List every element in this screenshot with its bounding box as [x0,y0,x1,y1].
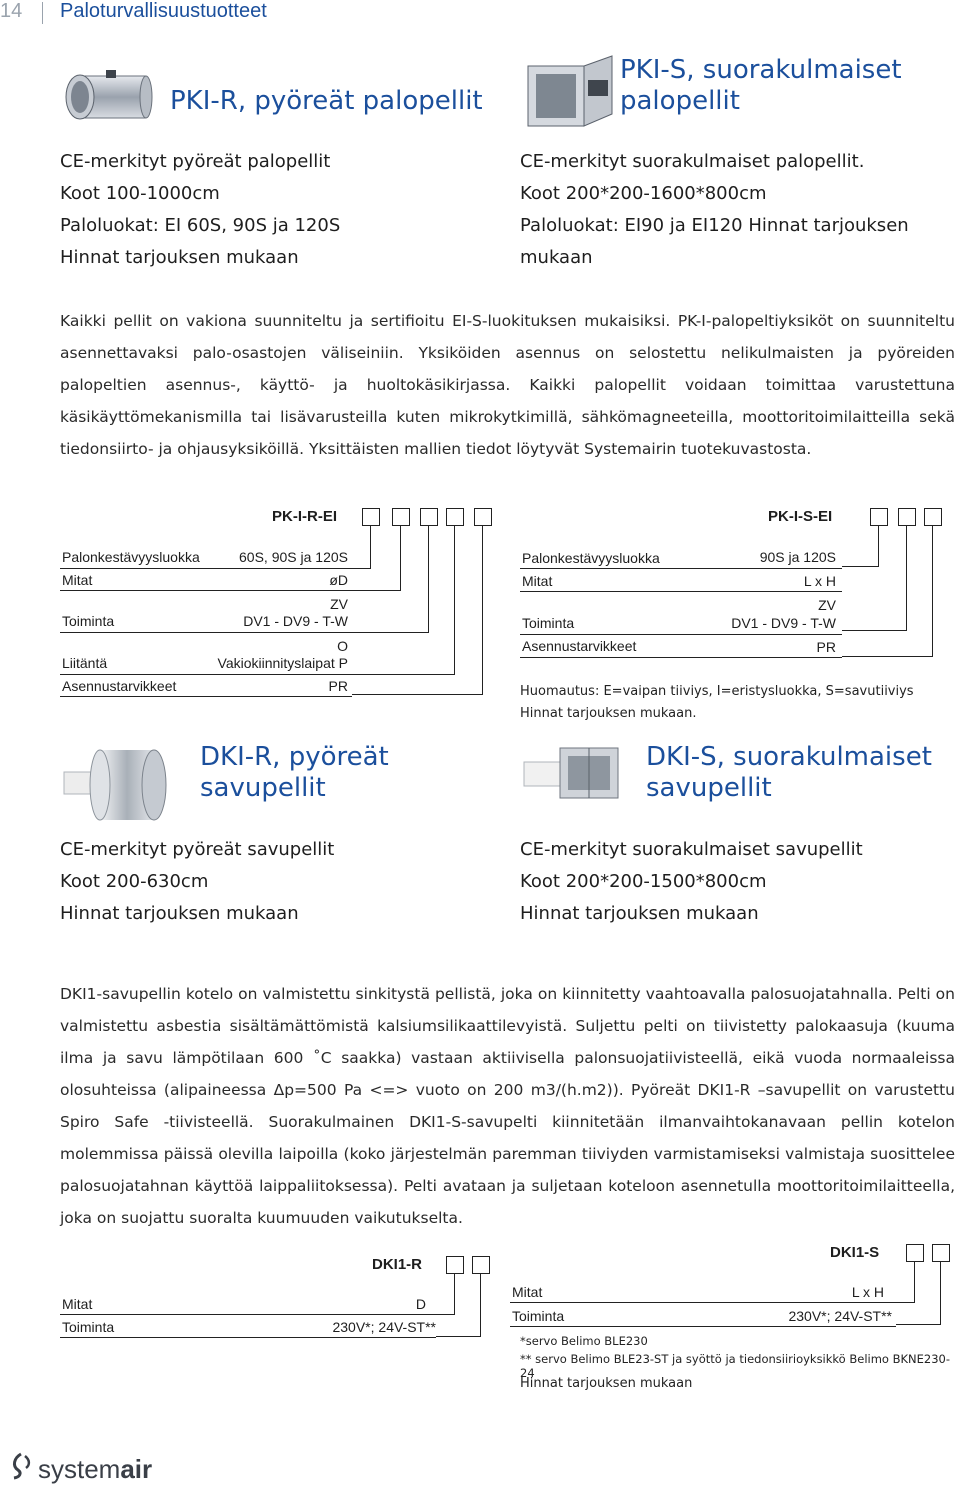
row-divider [520,568,842,569]
row-divider [60,632,352,633]
code-box [362,508,380,526]
dki1-r-table [60,1244,490,1344]
section-title: Paloturvallisuustuotteet [60,0,267,22]
intro-paragraph-text: Kaikki pellit on vakiona suunniteltu ja sertifioitu EI-S-luokituksen mukaisiksi. PK-I-palopeltiyksiköt on suunniteltu asennettavaksi palo-osastojen väliseiniin. Yksiköiden asennus on selostettu nelikulmaisten ja pyöreiden palopeltien asennus-, käyttö- ja huoltokäsikirjassa. Kaikki palopellit voidaan toimittaa varustettuna käsikäyttömekanismilla tai lisävarusteilla kuten mikrokytkimillä, sähkömagneeteilla, moottoritoimilaitteilla sekä tiedonsiirto- ja ohjausyksiköillä. Yksittäisten mallien tiedot löytyvät Systemairin tuotekuvastosta. [60,312,955,458]
pki-s-line: Paloluokat: EI90 ja EI120 Hinnat tarjouksen [520,215,909,236]
pki-r-line: Hinnat tarjouksen mukaan [60,247,299,268]
code-box [446,508,464,526]
pki-s-line: CE-merkityt suorakulmaiset palopellit. [520,151,865,172]
row-divider [60,1337,436,1338]
pki-s-line: mukaan [520,247,593,268]
row-divider [510,1302,896,1303]
row-value: ZV [818,597,836,613]
row-value: D [415,1296,426,1312]
dki-s-info [520,834,950,930]
dki-s-title-line-2: savupellit [646,773,772,803]
pki-s-title-line-2: palopellit [620,86,740,116]
pk-i-r-ei-table [60,500,500,700]
dki-description-paragraph [60,978,955,1234]
pki-s-title-line-1: PKI-S, suorakulmaiset [620,55,902,85]
page-number: 14 [0,0,23,22]
row-value: PR [328,678,348,694]
row-value: L x H [851,1284,884,1300]
dki1-r-code: DKI1-R [372,1256,423,1273]
row-divider [60,568,352,569]
code-box [420,508,438,526]
pki-s-line: Koot 200*200-1600*800cm [520,183,767,204]
row-divider [60,674,352,675]
row-value: L x H [803,573,836,589]
systemair-logo [38,1454,152,1485]
row-divider [60,696,352,697]
connector-line [436,1274,481,1337]
code-box [870,508,888,526]
row-divider [520,591,842,592]
row-divider [60,1314,436,1315]
header-divider [42,2,43,24]
dki-s-line: Hinnat tarjouksen mukaan [520,903,759,924]
dki-r-damper-image [60,742,170,826]
dki-s-title-line-1: DKI-S, suorakulmaiset [646,742,932,772]
pk-i-s-ei-price-note: Hinnat tarjouksen mukaan. [520,706,697,721]
pki-r-line: Koot 100-1000cm [60,183,220,204]
row-label: Palonkestävyysluokka [522,550,660,566]
code-box [898,508,916,526]
code-box [906,1244,924,1262]
row-label: Mitat [62,1296,93,1312]
code-box [392,508,410,526]
row-value: øD [329,572,348,588]
row-label: Toiminta [522,615,575,631]
dki-r-info [60,834,480,930]
code-box [474,508,492,526]
row-label: Toiminta [512,1308,565,1324]
row-label: Toiminta [62,1319,115,1335]
row-value: DV1 - DV9 - T-W [731,615,836,631]
brand-air: air [120,1454,153,1484]
servo-note: ** servo Belimo BLE23-ST ja syöttö ja tiedonsiirioyksikkö Belimo BKNE230-24 [520,1352,951,1380]
dki-description-text: DKI1-savupellin kotelo on valmistettu sinkitystä pellistä, joka on kiinnitetty vaahtoavalla palosuojatahnalla. Pelti on valmistettu asbestia sisältämättömistä kalsiumsilikaattilevyistä. Suljettu pelti on tiivistetty palokaasuja (kuuma ilma ja savu lämpötilaan 600 ˚C saakka) vastaan aktiivisella palonsuojatiivisteellä, eikä vuoda normaaleissa olosuhteissa (alipaineessa Δp=500 Pa <=> vuoto on 200 m3/(h.m2)). Pyöreät DKI1-R –savupellit on varustettu Spiro Safe -tiivisteellä. Suorakulmainen DKI1-S-savupelti kiinnitetään ilmanvaihtokanavaan pellin kotelon molemmissa päissä olevilla laipoilla (koko järjestelmän paremman tiiviyden varmistamiseksi valmistaja suosittelee palosuojatahnan käyttöä laippaliitoksessa). Pelti avataan ja suljetaan koteloon asennetulla moottoritoimilaitteella, joka on suojattu suoralta kuumuuden vaikutukselta. [60,985,955,1227]
row-divider [60,590,352,591]
code-box [932,1244,950,1262]
dki1-s-price-note: Hinnat tarjouksen mukaan [520,1376,693,1391]
pki-r-info [60,146,480,274]
pk-i-s-ei-note: Huomautus: E=vaipan tiiviys, I=eristysluokka, S=savutiiviys [520,684,914,699]
pk-i-r-ei-code: PK-I-R-EI [272,508,337,525]
dki-s-damper-image [520,742,630,802]
pk-i-s-ei-table [520,500,956,730]
row-value: Vakiokiinnityslaipat P [217,655,348,671]
row-label: Asennustarvikkeet [62,678,177,694]
pki-s-damper-image [522,52,618,132]
row-divider [520,634,842,635]
dki-r-line: CE-merkityt pyöreät savupellit [60,839,335,860]
dki-r-title-line-1: DKI-R, pyöreät [200,742,389,772]
pki-r-line: Paloluokat: EI 60S, 90S ja 120S [60,215,341,236]
connector-line [352,526,483,695]
row-label: Asennustarvikkeet [522,638,637,654]
row-label: Palonkestävyysluokka [62,549,200,565]
dki-r-title-line-2: savupellit [200,773,326,803]
pki-s-info [520,146,950,274]
row-value: ZV [330,596,348,612]
pki-r-title: PKI-R, pyöreät palopellit [170,86,483,116]
dki-r-line: Hinnat tarjouksen mukaan [60,903,299,924]
connector-line [896,1262,941,1325]
row-value: DV1 - DV9 - T-W [243,613,348,629]
row-label: Mitat [522,573,553,589]
brand-system: system [38,1454,121,1484]
row-label: Toiminta [62,613,115,629]
row-label: Liitäntä [62,655,108,671]
dki-s-line: Koot 200*200-1500*800cm [520,871,767,892]
row-divider [510,1326,896,1327]
code-box [924,508,942,526]
row-divider [520,657,842,658]
connector-line [842,526,933,657]
row-value: 60S, 90S ja 120S [239,549,348,565]
servo-note: *servo Belimo BLE230 [520,1334,648,1348]
row-value: PR [816,639,836,655]
dki1-s-code: DKI1-S [830,1244,880,1261]
dki-s-line: CE-merkityt suorakulmaiset savupellit [520,839,863,860]
systemair-logo-icon [8,1452,34,1480]
pk-i-s-ei-code: PK-I-S-EI [768,508,833,525]
code-box [446,1256,464,1274]
pki-r-damper-image [58,66,158,128]
row-value: O [337,638,348,654]
dki1-s-table [510,1236,956,1396]
intro-paragraph [60,305,955,465]
dki-r-line: Koot 200-630cm [60,871,209,892]
row-value: 230V*; 24V-ST** [788,1308,892,1324]
row-label: Mitat [512,1284,543,1300]
code-box [472,1256,490,1274]
row-label: Mitat [62,572,93,588]
pki-r-line: CE-merkityt pyöreät palopellit [60,151,331,172]
row-value: 90S ja 120S [759,549,836,565]
row-value: 230V*; 24V-ST** [332,1319,436,1335]
